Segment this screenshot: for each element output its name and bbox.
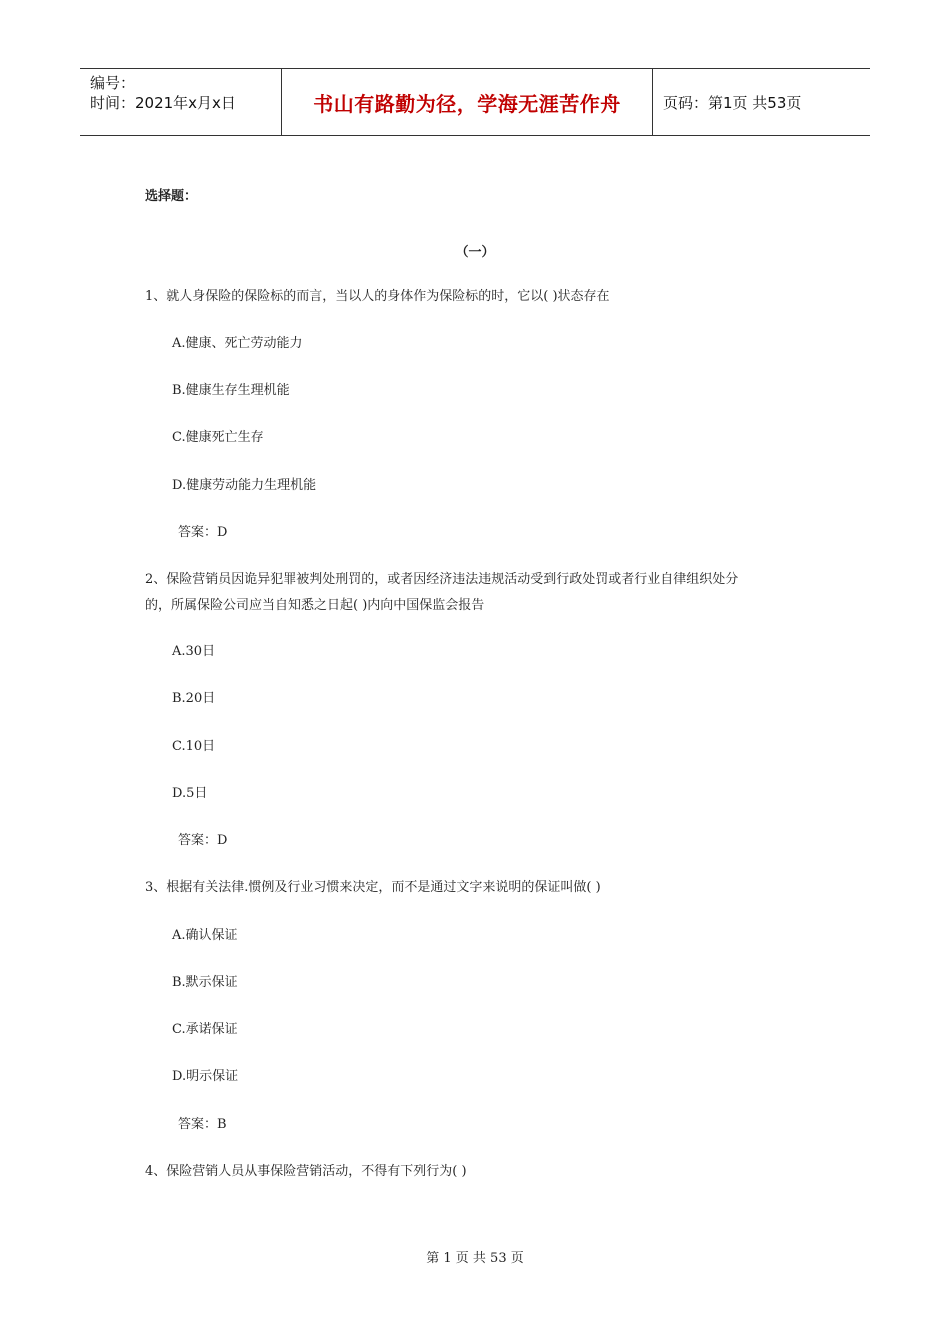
page-code: 页码：第1页 共53页 (663, 93, 802, 112)
question-3-option-a: A.确认保证 (172, 928, 238, 943)
header-table (80, 68, 870, 136)
question-1-answer: 答案：D (178, 525, 228, 540)
number-label: 编号： (90, 74, 136, 92)
part-title: （一） (455, 245, 495, 260)
question-2-text-line-2: 的，所属保险公司应当自知悉之日起( )内向中国保监会报告 (145, 598, 485, 613)
question-1-text: 1、就人身保险的保险标的而言，当以人的身体作为保险标的时，它以( )状态存在 (145, 289, 610, 304)
header-page-cell (653, 69, 870, 135)
question-3-answer: 答案：B (178, 1117, 227, 1132)
question-1-option-a: A.健康、死亡劳动能力 (172, 336, 303, 351)
question-1-option-d: D.健康劳动能力生理机能 (172, 478, 317, 493)
section-label: 选择题： (145, 189, 198, 204)
time-label: 时间：2021年x月x日 (90, 94, 236, 112)
question-2-option-d: D.5日 (172, 786, 208, 801)
question-4-text: 4、保险营销人员从事保险营销活动，不得有下列行为( ) (145, 1164, 467, 1179)
question-3-option-c: C.承诺保证 (172, 1022, 238, 1037)
header-info-cell (80, 69, 281, 135)
motto-text: 书山有路勤为径，学海无涯苦作舟 (313, 91, 621, 116)
question-2-option-c: C.10日 (172, 739, 216, 754)
question-1-option-b: B.健康生存生理机能 (172, 383, 290, 398)
question-2-answer: 答案：D (178, 833, 228, 848)
question-2-text-line-1: 2、保险营销员因诡异犯罪被判处刑罚的，或者因经济违法违规活动受到行政处罚或者行业自律组织处分 (145, 572, 739, 587)
question-3-option-b: B.默示保证 (172, 975, 238, 990)
header-motto-cell (281, 69, 653, 135)
question-3-option-d: D.明示保证 (172, 1069, 239, 1084)
question-3-text: 3、根据有关法律.惯例及行业习惯来决定，而不是通过文字来说明的保证叫做( ) (145, 880, 601, 895)
question-2-option-a: A.30日 (172, 644, 216, 659)
question-2-option-b: B.20日 (172, 691, 216, 706)
question-1-option-c: C.健康死亡生存 (172, 430, 264, 445)
page-footer: 第 1 页 共 53 页 (426, 1251, 524, 1266)
